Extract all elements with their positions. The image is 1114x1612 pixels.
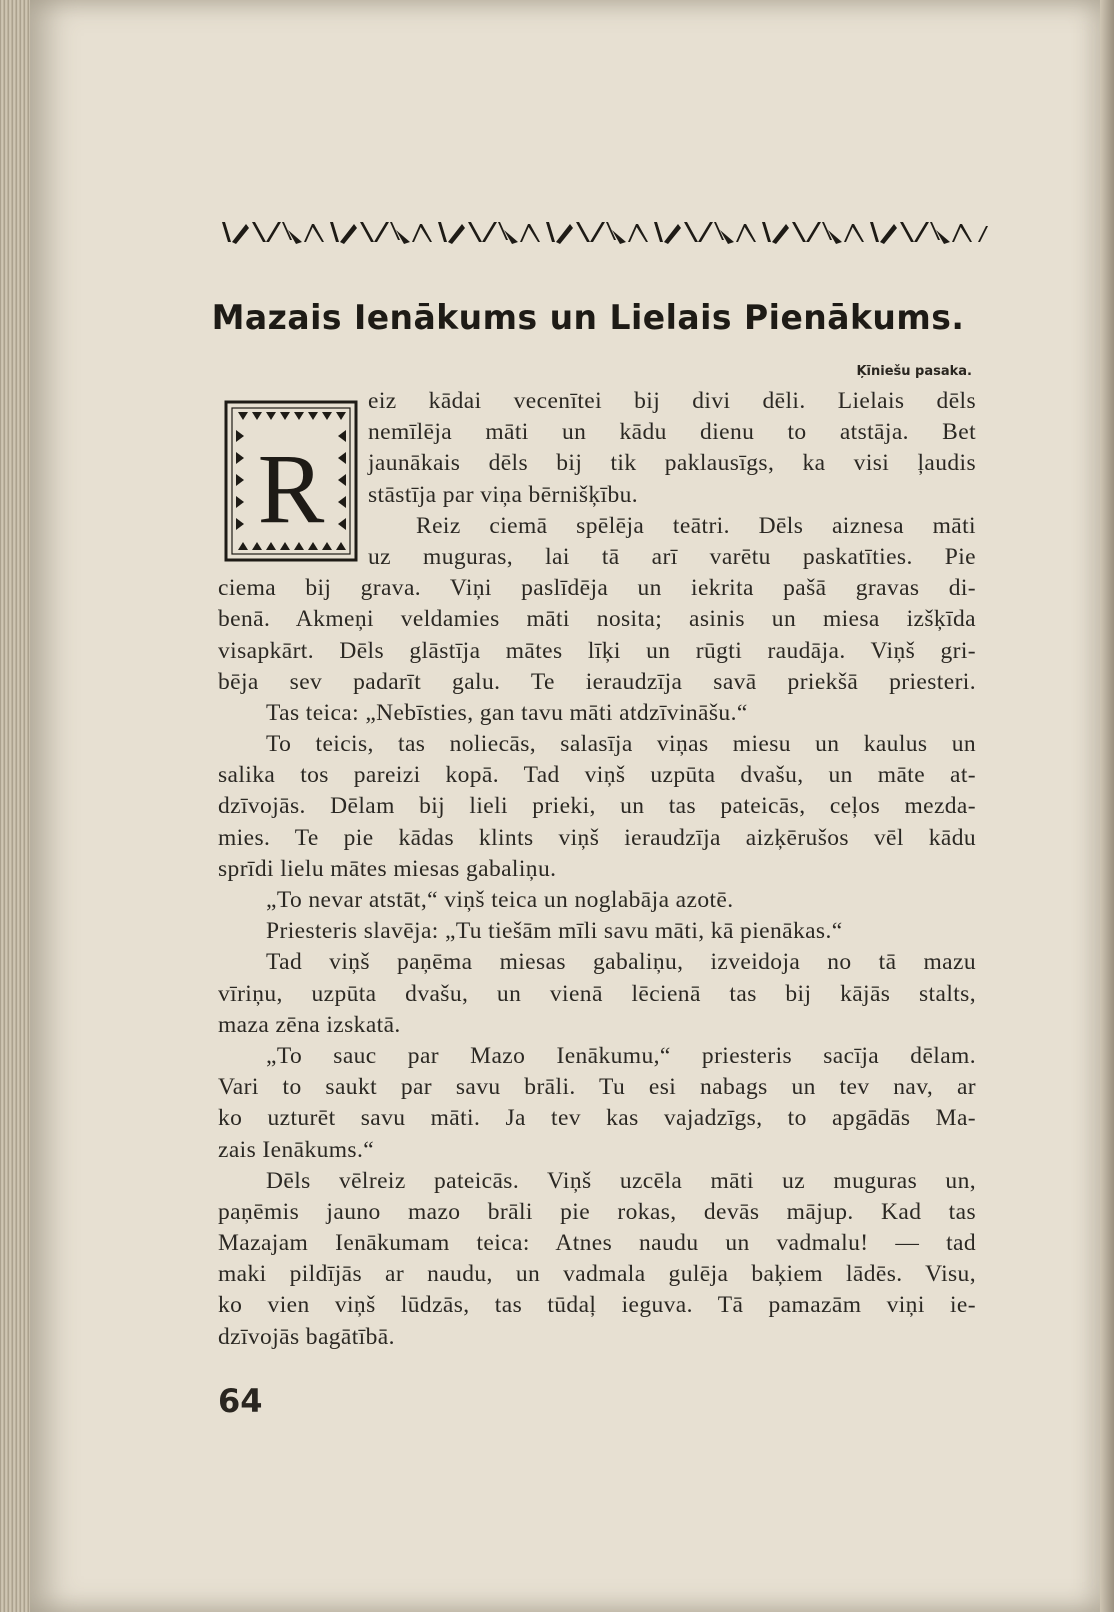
text-line: maza zēna izskatā. <box>218 1011 401 1038</box>
text-line: Tas teica: „Nebīsties, gan tavu māti atdzīvināšu.“ <box>266 699 748 726</box>
text-line: Mazajam Ienākumam teica: Atnes naudu un vadmalu! — tad <box>218 1230 976 1257</box>
page-edge-right <box>1100 0 1114 1612</box>
text-line: zais Ienākums.“ <box>218 1136 375 1163</box>
decorative-border-ornament <box>222 218 988 248</box>
text-line: sprīdi lielu mātes miesas gabaliņu. <box>218 855 557 882</box>
text-line: nemīlēja māti un kādu dienu to atstāja. Bet <box>368 419 976 446</box>
text-line: benā. Akmeņi veldamies māti nosita; asinis un miesa izšķīda <box>218 606 976 633</box>
text-line: „To nevar atstāt,“ viņš teica un noglabāja azotē. <box>266 887 734 913</box>
text-line: paņēmis jauno mazo brāli pie rokas, devās mājup. Kad tas <box>218 1198 976 1225</box>
text-line: stāstīja par viņa bērnišķību. <box>368 481 639 508</box>
text-line: maki pildījās ar naudu, un vadmala gulēja baķiem lādēs. Visu, <box>218 1261 976 1288</box>
text-line: „To sauc par Mazo Ienākumu,“ priesteris sacīja dēlam. <box>266 1042 976 1069</box>
text-line: eiz kādai vecenītei bij divi dēli. Lielais dēls <box>368 388 976 414</box>
text-line: vīriņu, uzpūta dvašu, un vienā lēcienā tas bij kājās stalts, <box>218 980 976 1007</box>
text-line: Priesteris slavēja: „Tu tiešām mīli savu māti, kā pienākas.“ <box>266 918 843 945</box>
text-line: bēja sev padarīt galu. Te ieraudzīja savā priekšā priesteri. <box>218 668 976 695</box>
text-line: dzīvojās. Dēlam bij lieli prieki, un tas pateicās, ceļos mezda- <box>218 793 976 820</box>
text-line: uz muguras, lai tā arī varētu paskatīties. Pie <box>368 543 976 570</box>
page-edge-left <box>0 0 30 1612</box>
text-line: ko vien viņš lūdzās, tas tūdaļ ieguva. Tā pamazām viņi ie- <box>218 1292 976 1319</box>
text-line: To teicis, tas noliecās, salasīja viņas miesu un kaulus un <box>266 731 976 758</box>
text-line: Dēls vēlreiz pateicās. Viņš uzcēla māti uz muguras un, <box>266 1167 976 1194</box>
svg-text:R: R <box>257 433 325 544</box>
text-line: jaunākais dēls bij tik paklausīgs, ka visi ļaudis <box>368 450 976 477</box>
text-line: salika tos pareizi kopā. Tad viņš uzpūta dvašu, un māte at- <box>218 762 976 789</box>
text-line: ciema bij grava. Viņi paslīdēja un iekrita pašā gravas di- <box>218 575 976 602</box>
story-title: Mazais Ienākums un Lielais Pienākums. <box>211 298 965 338</box>
text-line: visapkārt. Dēls glāstīja mātes līķi un rūgti raudāja. Viņš gri- <box>218 637 976 664</box>
story-body <box>218 386 976 1353</box>
text-line: Tad viņš paņēma miesas gabaliņu, izveidoja no tā mazu <box>266 949 976 976</box>
story-subtitle: Ķīniešu pasaka. <box>856 364 972 379</box>
text-line: Reiz ciemā spēlēja teātri. Dēls aiznesa māti <box>416 512 976 539</box>
text-line: dzīvojās bagātībā. <box>218 1323 395 1350</box>
text-line: ko uzturēt savu māti. Ja tev kas vajadzīgs, to apgādās Ma- <box>218 1105 976 1132</box>
text-line: mies. Te pie kādas klints viņš ieraudzīja aizķērušos vēl kādu <box>218 824 976 851</box>
text-line: Vari to saukt par savu brāli. Tu esi nabags un tev nav, ar <box>218 1074 976 1101</box>
page-number: 64 <box>218 1382 263 1420</box>
